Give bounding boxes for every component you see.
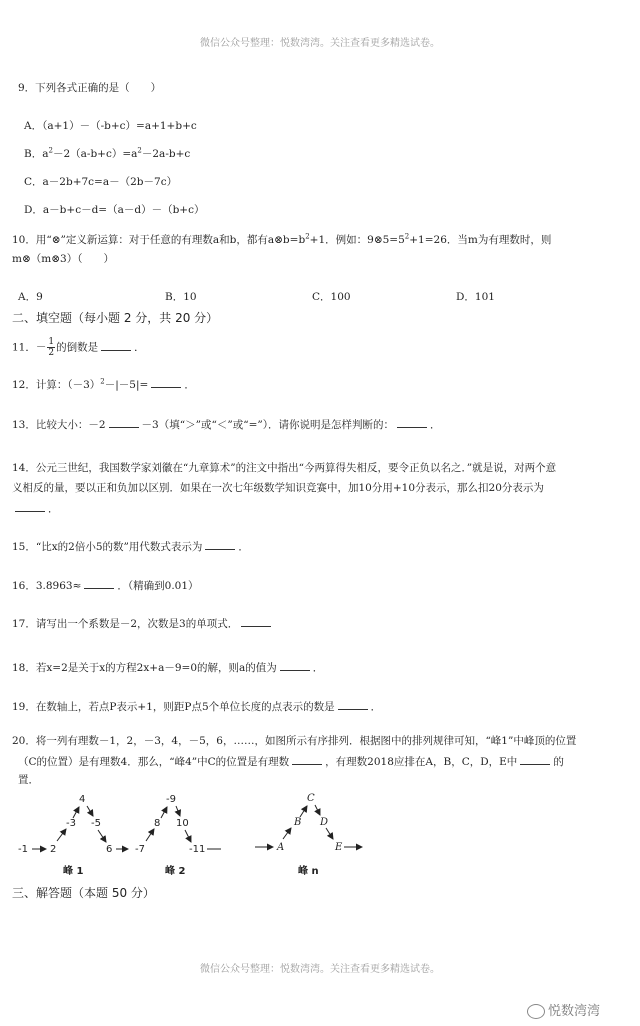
arrow bbox=[300, 806, 307, 817]
question-19: 19．在数轴上，若点P表示+1，则距P点5个单位长度的点表示的数是 ． bbox=[12, 698, 381, 714]
peak2-label-10: 10 bbox=[176, 818, 189, 829]
peakn-caption: 峰 n bbox=[298, 866, 319, 877]
peak2-caption: 峰 2 bbox=[165, 866, 186, 877]
answer-blank[interactable] bbox=[151, 376, 181, 388]
question-18: 18．若x=2是关于x的方程2x+a－9=0的解，则a的值为 ． bbox=[12, 659, 323, 675]
question-20-line3: 置． bbox=[18, 774, 39, 786]
answer-blank[interactable] bbox=[397, 416, 427, 428]
peak2-label-m11: -11 bbox=[189, 844, 206, 855]
arrow bbox=[98, 830, 106, 842]
peak1-label-m3: -3 bbox=[66, 818, 76, 829]
arrow bbox=[57, 829, 66, 841]
q9-option-c: C．a－2b+7c=a－（2b－7c） bbox=[24, 176, 178, 188]
peak2-label-m9: -9 bbox=[166, 794, 176, 805]
answer-blank[interactable] bbox=[338, 698, 368, 710]
peakn-label-c: C bbox=[307, 793, 315, 804]
answer-blank[interactable] bbox=[101, 339, 131, 351]
q10-option-c: C．100 bbox=[312, 291, 351, 303]
peakn-label-e: E bbox=[335, 842, 343, 853]
peak-2 bbox=[135, 794, 221, 877]
peak1-label-m5: -5 bbox=[91, 818, 101, 829]
peakn-label-b: B bbox=[294, 817, 302, 828]
question-14-line3: ． bbox=[12, 500, 59, 516]
question-10-line1: 10．用“⊗”定义新运算：对于任意的有理数a和b，都有$a\otimes b=b^2+1$．例如：$9\otimes 5=5^2+1=26$．当m为有理数时，则 bbox=[12, 232, 552, 246]
arrow bbox=[176, 806, 180, 816]
answer-blank[interactable] bbox=[15, 500, 45, 512]
question-9-stem: 9．下列各式正确的是（ ） bbox=[18, 82, 162, 94]
question-14-line2: 义相反的量，要以正和负加以区别．如果在一次七年级数学知识竞赛中，加10分用+10分表示，那么扣20分表示为 bbox=[12, 482, 544, 494]
q9-option-d: D．a－b+c－d=（a－d）－（b+c） bbox=[24, 204, 205, 216]
section-2-title: 二、填空题（每小题 2 分，共 20 分） bbox=[12, 311, 219, 325]
q10-option-d: D．101 bbox=[456, 291, 495, 303]
q9-option-b: B．$a^2-2(a-b+c)=a^2-2a-b+c$ bbox=[24, 146, 191, 160]
peak-1 bbox=[18, 794, 128, 877]
answer-blank[interactable] bbox=[241, 615, 271, 627]
question-16: 16．3.8963≈ ．（精确到0.01） bbox=[12, 577, 199, 593]
question-10-line2: m⊗（m⊗3）（ ） bbox=[12, 253, 114, 265]
q9-option-a: A．（a+1）－（-b+c）=a+1+b+c bbox=[24, 120, 197, 132]
peak1-caption: 峰 1 bbox=[63, 866, 84, 877]
page-footer: 微信公众号整理：悦数湾湾。关注查看更多精选试卷。 bbox=[200, 964, 440, 975]
question-12: 12．计算：$(-3)^2-|-5|=$ ． bbox=[12, 377, 195, 391]
question-15: 15．“比x的2倍小5的数”用代数式表示为 ． bbox=[12, 538, 249, 554]
watermark: 悦数湾湾 bbox=[527, 1000, 600, 1019]
peak-n bbox=[255, 793, 362, 877]
peakn-label-a: A bbox=[277, 842, 285, 853]
peakn-label-d: D bbox=[320, 817, 329, 828]
arrow bbox=[283, 828, 291, 839]
question-14-line1: 14．公元三世纪，我国数学家刘徽在“九章算术”的注文中指出“今两算得失相反，要令正负以名之．”就是说，对两个意 bbox=[12, 462, 557, 474]
question-20-line1: 20．将一列有理数－1，2，－3，4，－5，6，……，如图所示有序排列．根据图中的排列规律可知，“峰1”中峰顶的位置 bbox=[12, 735, 577, 747]
arrow bbox=[87, 806, 93, 816]
wechat-icon bbox=[527, 1004, 545, 1019]
answer-blank[interactable] bbox=[84, 577, 114, 589]
answer-blank[interactable] bbox=[292, 753, 322, 765]
question-13: 13．比较大小：－2 －3（填“＞”或“＜”或“=”）．请你说明是怎样判断的： ． bbox=[12, 416, 440, 432]
peak-pattern-figure bbox=[15, 788, 375, 883]
peak1-label-4: 4 bbox=[79, 794, 86, 805]
page-header: 微信公众号整理：悦数湾湾。关注查看更多精选试卷。 bbox=[200, 38, 440, 49]
question-17: 17．请写出一个系数是－2，次数是3的单项式． bbox=[12, 615, 274, 631]
arrow bbox=[73, 807, 79, 818]
peak1-label-6: 6 bbox=[106, 844, 113, 855]
question-20-line2: （C的位置）是有理数4．那么，“峰4”中C的位置是有理数 ，有理数2018应排在A，B，C，D，E中 的 bbox=[18, 753, 564, 769]
question-11: 11．－ $\frac{1}{2}$ 的倒数是 ． bbox=[12, 337, 145, 358]
peak2-label-8: 8 bbox=[154, 818, 161, 829]
peak1-label-m1: -1 bbox=[18, 844, 28, 855]
arrow bbox=[185, 830, 191, 842]
q10-option-b: B．10 bbox=[165, 291, 197, 303]
answer-blank[interactable] bbox=[109, 416, 139, 428]
answer-blank[interactable] bbox=[205, 538, 235, 550]
section-3-title: 三、解答题（本题 50 分） bbox=[12, 886, 155, 900]
arrow bbox=[161, 807, 167, 818]
answer-blank[interactable] bbox=[520, 753, 550, 765]
arrow bbox=[326, 828, 333, 839]
answer-blank[interactable] bbox=[280, 659, 310, 671]
arrow bbox=[146, 829, 154, 841]
peak2-label-m7: -7 bbox=[135, 844, 145, 855]
arrow bbox=[315, 805, 320, 815]
peak1-label-2: 2 bbox=[50, 844, 57, 855]
q10-option-a: A．9 bbox=[18, 291, 43, 303]
